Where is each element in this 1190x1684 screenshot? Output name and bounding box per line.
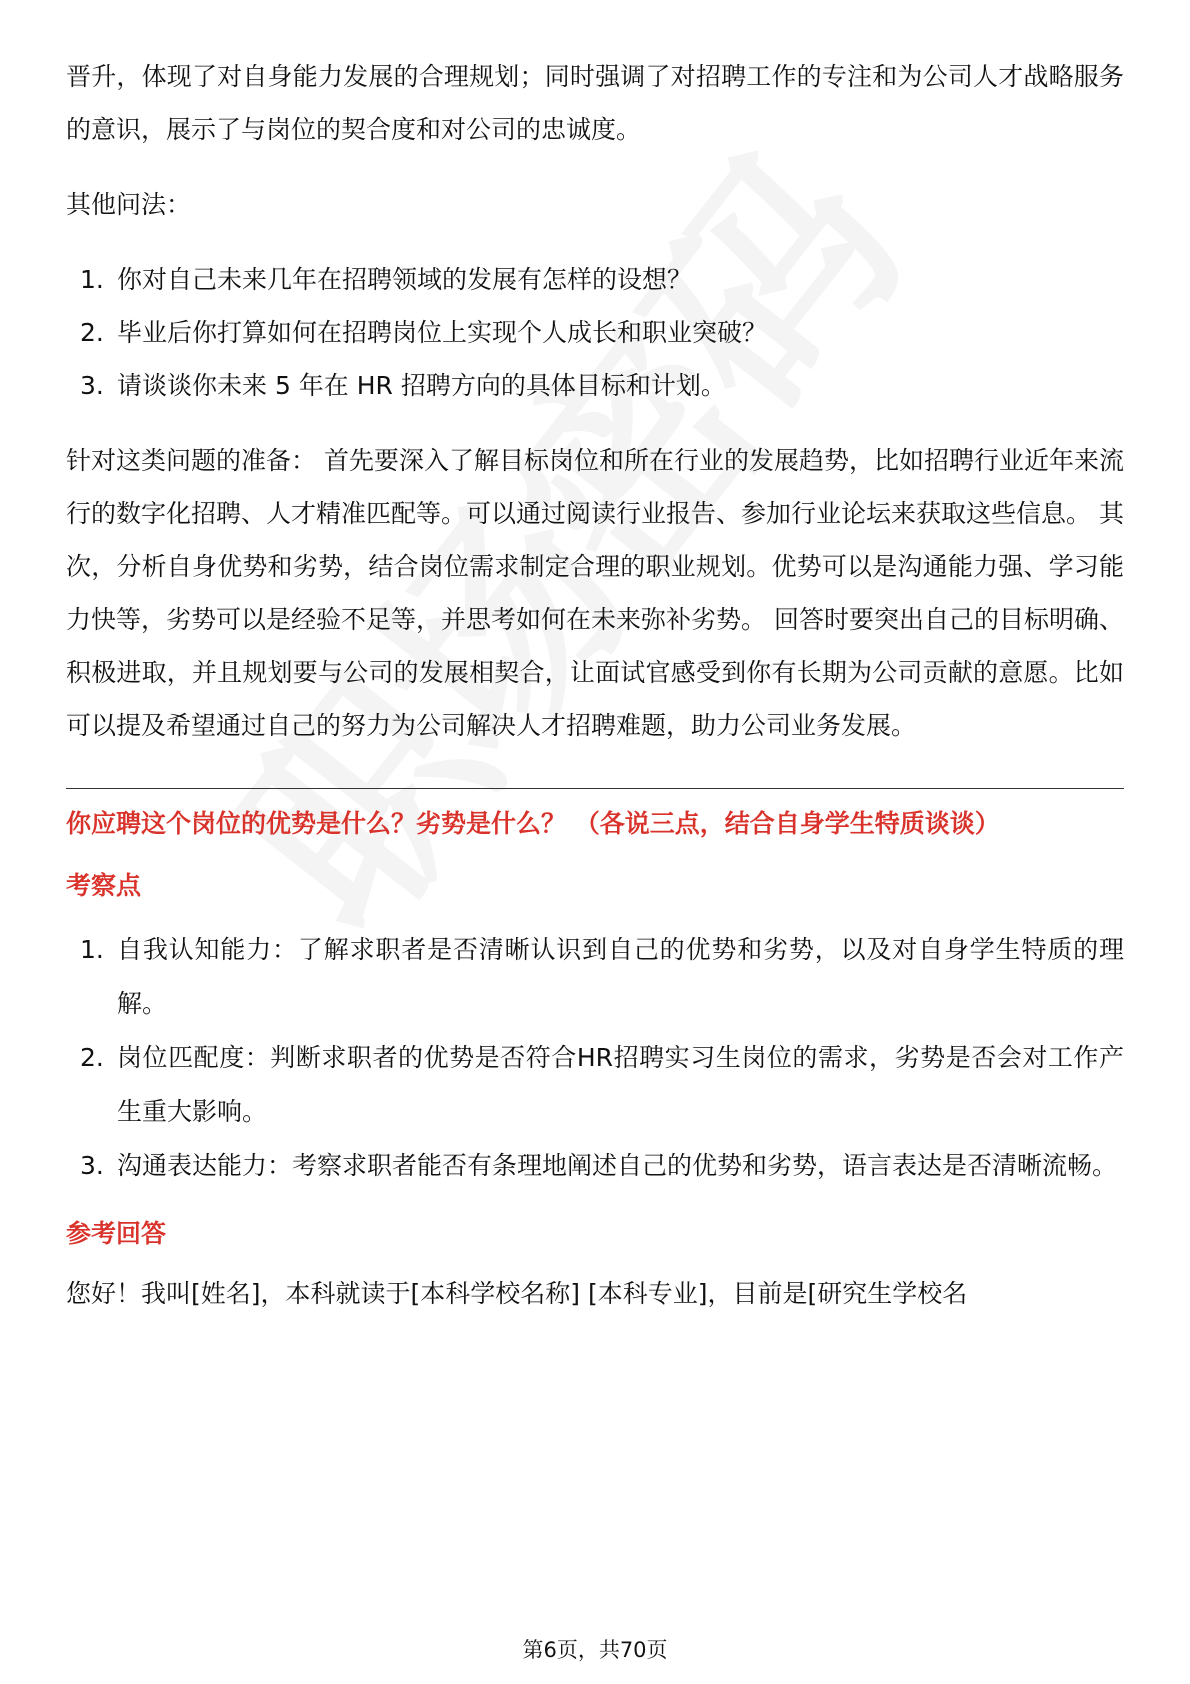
list-item-text: 你对自己未来几年在招聘领域的发展有怎样的设想？ <box>117 265 693 294</box>
other-questions-label: 其他问法： <box>66 190 192 219</box>
reference-label: 参考回答 <box>66 1219 167 1248</box>
assessment-points-list <box>66 923 1124 1193</box>
list-item-text: 岗位匹配度：判断求职者的优势是否符合HR招聘实习生岗位的需求，劣势是否会对工作产生重大影响。 <box>117 1043 1124 1126</box>
list-item <box>66 253 1124 306</box>
list-item <box>66 359 1124 412</box>
list-number: 1. <box>80 265 104 294</box>
list-item <box>66 1139 1124 1193</box>
list-number: 3. <box>80 371 104 400</box>
list-item-text: 毕业后你打算如何在招聘岗位上实现个人成长和职业突破？ <box>117 318 768 347</box>
document-page <box>66 50 1124 1320</box>
section-divider <box>66 788 1124 789</box>
question-heading: 你应聘这个岗位的优势是什么？劣势是什么？ （各说三点，结合自身学生特质谈谈） <box>66 809 1000 838</box>
intro-paragraph: 晋升，体现了对自身能力发展的合理规划；同时强调了对招聘工作的专注和为公司人才战略服务的意识，展示了与岗位的契合度和对公司的忠诚度。 <box>66 62 1124 144</box>
preparation-paragraph: 针对这类问题的准备： 首先要深入了解目标岗位和所在行业的发展趋势，比如招聘行业近年来流行的数字化招聘、人才精准匹配等。可以通过阅读行业报告、参加行业论坛来获取这些信息。 其次，分析自身优势和劣势，结合岗位需求制定合理的职业规划。优势可以是沟通能力强、学习能力快等，劣势可以是经验不足等，并思考如何在未来弥补劣势。 回答时要突出自己的目标明确、积极进取，并且规划要与公司的发展相契合，让面试官感受到你有长期为公司贡献的意愿。比如可以提及希望通过自己的努力为公司解决人才招聘难题，助力公司业务发展。 <box>66 446 1124 740</box>
list-item <box>66 923 1124 1031</box>
list-item-text: 自我认知能力：了解求职者是否清晰认识到自己的优势和劣势，以及对自身学生特质的理解。 <box>117 935 1124 1018</box>
list-number: 3. <box>80 1151 104 1180</box>
assessment-label: 考察点 <box>66 871 142 900</box>
list-number: 2. <box>80 1043 104 1072</box>
list-item-text: 请谈谈你未来 5 年在 HR 招聘方向的具体目标和计划。 <box>117 371 726 400</box>
list-item <box>66 1031 1124 1139</box>
list-item <box>66 306 1124 359</box>
reference-answer-text: 您好！我叫[姓名]，本科就读于[本科学校名称] [本科专业]，目前是[研究生学校名 <box>66 1279 968 1308</box>
list-number: 1. <box>80 935 104 964</box>
page-footer: 第6页，共70页 <box>522 1638 668 1662</box>
list-number: 2. <box>80 318 104 347</box>
other-questions-list <box>66 253 1124 412</box>
list-item-text: 沟通表达能力：考察求职者能否有条理地阐述自己的优势和劣势，语言表达是否清晰流畅。 <box>117 1151 1118 1180</box>
